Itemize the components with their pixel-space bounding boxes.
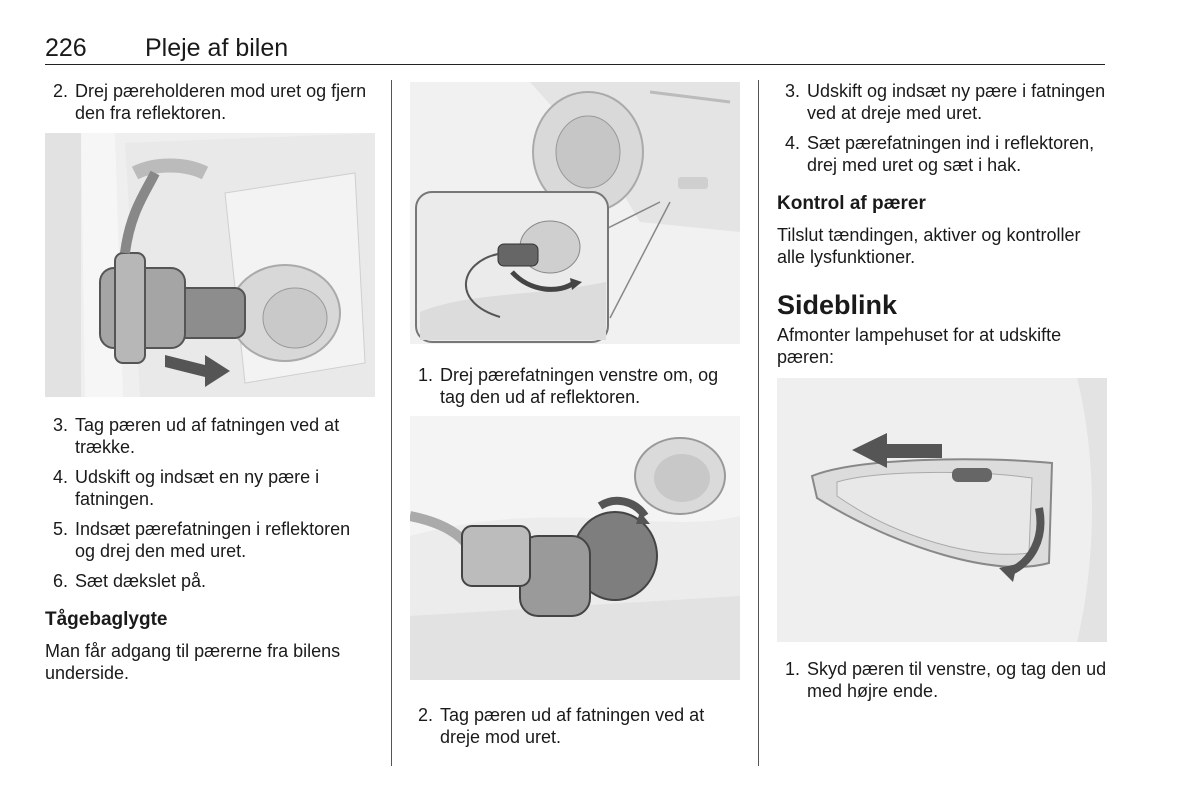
paragraph: Afmonter lampehuset for at udskifte pæren: <box>777 325 1062 367</box>
column-divider <box>391 80 392 766</box>
step-text: Tag pæren ud af fatningen ved at trække. <box>75 415 340 457</box>
step-text: Udskift og indsæt en ny pære i fatningen. <box>75 467 320 509</box>
step-number: 4. <box>53 467 69 487</box>
step-item <box>45 518 375 562</box>
step-text: Tag pæren ud af fatningen ved at dreje mod uret. <box>440 705 705 747</box>
section-heading-large: Sideblink <box>777 290 898 320</box>
paragraph: Tilslut tændingen, aktiver og kontroller alle lysfunktioner. <box>777 225 1081 267</box>
step-number: 5. <box>53 519 69 539</box>
bulb-holder-illustration <box>45 133 375 397</box>
step-item <box>45 414 375 458</box>
step-number: 3. <box>53 415 69 435</box>
step-number: 2. <box>418 705 434 725</box>
section-heading: Tågebaglygte <box>45 609 168 630</box>
bulb-removal-illustration <box>410 416 740 680</box>
step-text: Drej pærefatningen venstre om, og tag den ud af reflektoren. <box>440 365 719 407</box>
step-number: 4. <box>785 133 801 153</box>
fog-lamp-access-illustration <box>410 82 740 344</box>
chapter-title: Pleje af bilen <box>145 34 289 62</box>
step-text: Indsæt pærefatningen i reflektoren og drej den med uret. <box>75 519 351 561</box>
page-number: 226 <box>45 34 87 62</box>
step-item <box>410 704 740 748</box>
step-text: Udskift og indsæt ny pære i fatningen ved at dreje med uret. <box>807 81 1106 123</box>
step-item <box>45 80 375 124</box>
column-1 <box>45 80 375 684</box>
step-item <box>777 132 1107 176</box>
step-text: Sæt dækslet på. <box>75 571 207 591</box>
section-heading: Kontrol af pærer <box>777 193 926 214</box>
step-number: 1. <box>785 659 801 679</box>
step-item <box>777 658 1107 702</box>
column-2 <box>410 80 740 756</box>
step-number: 2. <box>53 81 69 101</box>
step-item <box>45 570 375 592</box>
column-divider <box>758 80 759 766</box>
paragraph: Man får adgang til pærerne fra bilens underside. <box>45 641 341 683</box>
side-indicator-illustration <box>777 378 1107 642</box>
column-3 <box>777 80 1107 710</box>
step-item <box>410 364 740 408</box>
step-number: 6. <box>53 571 69 591</box>
step-number: 1. <box>418 365 434 385</box>
step-text: Skyd pæren til venstre, og tag den ud med højre ende. <box>807 659 1107 701</box>
page-header <box>45 34 1105 65</box>
step-text: Drej pæreholderen mod uret og fjern den fra reflektoren. <box>75 81 367 123</box>
step-item <box>777 80 1107 124</box>
step-number: 3. <box>785 81 801 101</box>
step-text: Sæt pærefatningen ind i reflektoren, drej med uret og sæt i hak. <box>807 133 1095 175</box>
step-item <box>45 466 375 510</box>
